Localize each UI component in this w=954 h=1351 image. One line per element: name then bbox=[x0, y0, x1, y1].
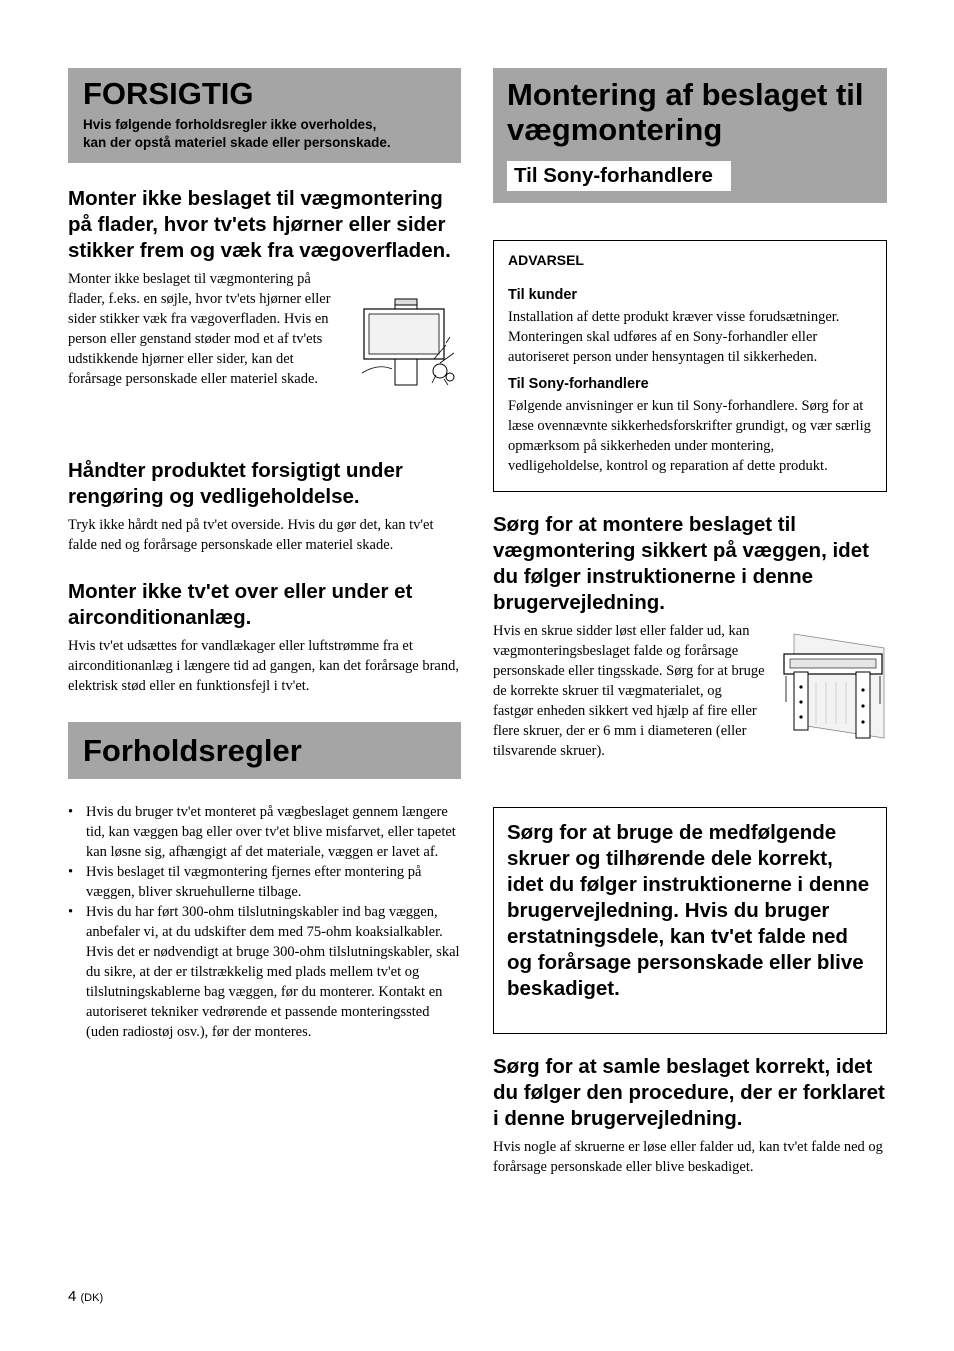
section-heading: Monter ikke beslaget til vægmontering på flader, hvor tv'ets hjørner eller sider stikker frem og væk fra vægoverfladen. bbox=[68, 187, 451, 262]
section-body: Hvis en skrue sidder løst eller falder ud, kan vægmonteringsbeslaget falde og forårsage personskade eller tingsskade. Sørg for at bruge de korrekte skruer til vægmaterialet, og fastgør enheden sikkert ved hjælp af fire eller flere skruer, der er 6 mm i diameteren (eller tilsvarende skruer). bbox=[493, 623, 765, 759]
warning-label: ADVARSEL bbox=[508, 252, 584, 268]
section-heading: Monter ikke tv'et over eller under et airconditionanlæg. bbox=[68, 580, 413, 629]
list-item: • Hvis beslaget til vægmontering fjernes efter montering på væggen, bliver skruehullerne tilbage. bbox=[68, 862, 461, 902]
customers-body: Installation af dette produkt kræver visse forudsætninger. Monteringen skal udføres af en Sony-forhandler eller autoriseret person under hensyntagen til sikkerheden. bbox=[508, 309, 840, 365]
caution-title: FORSIGTIG bbox=[83, 76, 254, 111]
wall-bracket-illustration bbox=[782, 632, 886, 740]
section-heading: Håndter produktet forsigtigt under rengøring og vedligeholdelse. bbox=[68, 459, 403, 508]
page-number: 4 bbox=[68, 1288, 77, 1305]
mounting-banner bbox=[493, 68, 887, 203]
page-footer bbox=[68, 1287, 103, 1308]
caution-subtitle bbox=[83, 116, 391, 152]
section-cleaning bbox=[68, 458, 461, 555]
boxed-heading: Sørg for at bruge de medfølgende skruer og tilhørende dele korrekt, idet du følger instruktionerne i denne brugervejledning. Hvis du bruger erstatningsdele, kan tv'et falde ned og forårsage personskade eller blive beskadiget. bbox=[507, 821, 870, 1000]
section-body: Monter ikke beslaget til vægmontering på flader, f.eks. en søjle, hvor tv'ets hjørner eller sider stikker væk fra vægoverfladen. Hvis en person eller genstand støder mod et af tv'ets udstikkende hjørner eller sider, kan det forårsage personskade eller materiel skade. bbox=[68, 271, 331, 387]
list-item: • Hvis du bruger tv'et monteret på vægbeslaget gennem længere tid, kan væggen bag eller over tv'et blive misfarvet, eller tapetet kan løsne sig, afhængigt af det materiale, væggen er lavet af. bbox=[68, 802, 461, 862]
parts-warning-box bbox=[493, 807, 887, 1034]
tv-on-pillar-illustration bbox=[358, 297, 462, 387]
language-code: (DK) bbox=[80, 1292, 104, 1304]
dealers-body: Følgende anvisninger er kun til Sony-forhandlere. Sørg for at læse ovennævnte sikkerhedsforskrifter grundigt, og vær særlig opmærksom på sikkerheden under montering, vedligeholdelse, kontrol og reparation af dette produkt. bbox=[508, 398, 871, 474]
customers-heading: Til kunder bbox=[508, 287, 578, 303]
precautions-title: Forholdsregler bbox=[83, 733, 302, 768]
section-heading: Sørg for at samle beslaget korrekt, idet du følger den procedure, der er forklaret i denne brugervejledning. bbox=[493, 1055, 885, 1130]
list-item: • Hvis du har ført 300-ohm tilslutningskabler ind bag væggen, anbefaler vi, at du udskifter dem med 75-ohm koaksialkabler. Hvis det er nødvendigt at bruge 300-ohm tilslutningskabler, skal du sikre, at der er tilstrækkelig med plads mellem tv'et og tilslutningskablerne bag væggen, før du monterer. Kontakt en autoriseret tekniker vedrørende et passende monteringssted (uden radiostøj osv.), før der monteres. bbox=[68, 902, 461, 1042]
mounting-title-line1: Montering af beslaget til bbox=[507, 77, 864, 112]
section-aircon bbox=[68, 579, 461, 696]
caution-banner bbox=[68, 68, 461, 163]
section-body: Tryk ikke hårdt ned på tv'et overside. Hvis du gør det, kan tv'et falde ned og forårsage personskade eller materiel skade. bbox=[68, 517, 434, 553]
section-assemble bbox=[493, 1054, 887, 1177]
caution-subtitle-line1: Hvis følgende forholdsregler ikke overholdes, bbox=[83, 117, 377, 132]
warning-box bbox=[493, 240, 887, 492]
mounting-title-line2: vægmontering bbox=[507, 112, 723, 147]
mounting-title bbox=[507, 77, 864, 147]
section-body: Hvis nogle af skruerne er løse eller falder ud, kan tv'et falde ned og forårsage personskade eller blive beskadiget. bbox=[493, 1139, 883, 1175]
dealer-tag: Til Sony-forhandlere bbox=[507, 161, 731, 191]
section-body: Hvis tv'et udsættes for vandlækager eller luftstrømme fra et airconditionanlæg i længere tid ad gangen, kan det forårsage brand, elektrisk stød eller en funktionsfejl i tv'et. bbox=[68, 638, 459, 694]
precautions-list bbox=[68, 802, 461, 1042]
caution-subtitle-line2: kan der opstå materiel skade eller personskade. bbox=[83, 135, 391, 150]
precautions-banner bbox=[68, 722, 461, 779]
section-heading: Sørg for at montere beslaget til vægmontering sikkert på væggen, idet du følger instruktionerne i denne brugervejledning. bbox=[493, 513, 869, 614]
dealers-heading: Til Sony-forhandlere bbox=[508, 376, 649, 392]
